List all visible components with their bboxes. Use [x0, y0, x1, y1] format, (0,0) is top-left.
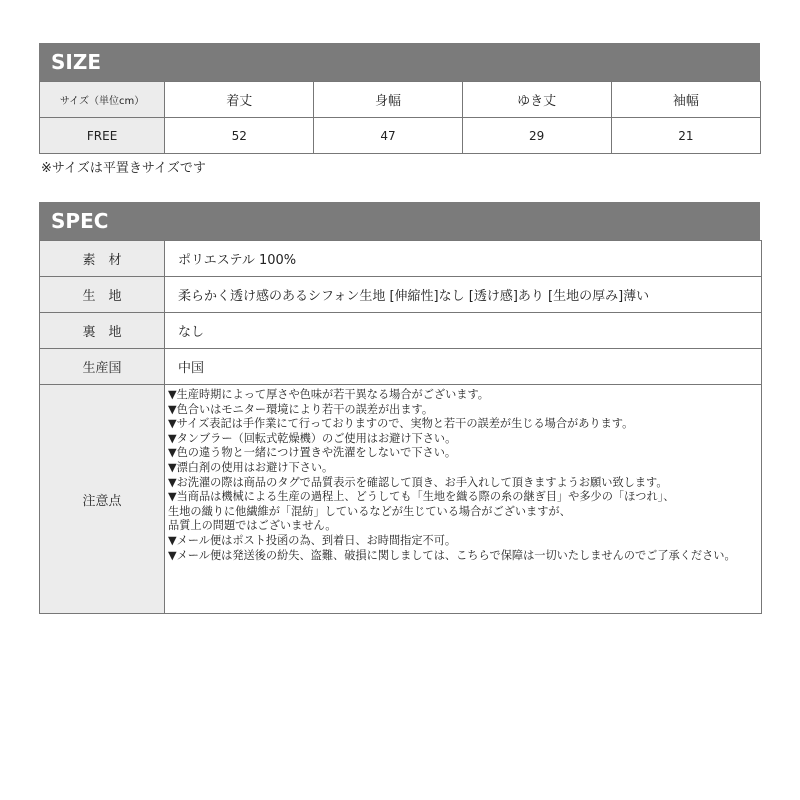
- size-header-row: [40, 82, 761, 118]
- care-note-line: ▼生産時期によって厚さや色味が若干異なる場合がございます。: [168, 388, 489, 401]
- spec-value-care: [165, 385, 762, 614]
- spec-value-lining: なし: [165, 313, 762, 349]
- care-note-line: ▼メール便は発送後の紛失、盗難、破損に関しましては、こちらで保障は一切いたしませんのでご了承ください。: [168, 548, 736, 562]
- care-note-line: ▼漂白剤の使用はお避け下さい。: [168, 460, 334, 474]
- size-section-header: SIZE: [39, 43, 760, 81]
- care-note-line: ▼タンブラー（回転式乾燥機）のご使用はお避け下さい。: [168, 431, 457, 445]
- spec-label-fabric: 生 地: [40, 277, 165, 313]
- size-note: ※サイズは平置きサイズです: [41, 161, 206, 176]
- care-note-line: ▼サイズ表記は手作業にて行っておりますので、実物と若干の誤差が生じる場合があります。: [168, 417, 634, 431]
- size-col-sleeve-length: ゆき丈: [462, 82, 611, 118]
- spec-label-care: 注意点: [40, 385, 165, 614]
- spec-section-header: SPEC: [39, 202, 760, 240]
- care-note-line: ▼色の違う物と一緒につけ置きや洗濯をしないで下さい。: [168, 446, 457, 460]
- spec-value-fabric: 柔らかく透け感のあるシフォン生地 [伸縮性]なし [透け感]あり [生地の厚み]薄い: [165, 277, 762, 313]
- spec-row-care: [40, 385, 762, 614]
- size-col-length: 着丈: [165, 82, 314, 118]
- care-note-line: ▼お洗濯の際は商品のタグで品質表示を確認して頂き、お手入れして頂きますようお願い致します。: [168, 475, 668, 489]
- spec-value-material: ポリエステル 100%: [165, 241, 762, 277]
- size-col-width: 身幅: [314, 82, 462, 118]
- spec-label-origin: 生産国: [40, 349, 165, 385]
- size-value-width: 47: [314, 118, 462, 154]
- spec-label-material: 素 材: [40, 241, 165, 277]
- spec-row-fabric: [40, 277, 762, 313]
- spec-row-material: [40, 241, 762, 277]
- care-note-line: ▼当商品は機械による生産の過程上、どうしても「生地を織る際の糸の継ぎ目」や多少の「ほつれ」、: [168, 490, 675, 504]
- care-note-line: 生地の織りに他繊維が「混紡」しているなどが生じている場合がございますが、: [168, 504, 571, 518]
- size-col-sleeve-width: 袖幅: [611, 82, 760, 118]
- care-note-line: ▼色合いはモニター環境により若干の誤差が出ます。: [168, 402, 434, 416]
- spec-label-lining: 裏 地: [40, 313, 165, 349]
- size-value-row: [40, 118, 761, 154]
- spec-row-lining: [40, 313, 762, 349]
- spec-table: [39, 240, 762, 614]
- care-note-line: 品質上の問題ではございません。: [168, 519, 337, 533]
- size-value-sleeve-length: 29: [462, 118, 611, 154]
- spec-value-origin: 中国: [165, 349, 762, 385]
- care-note-line: ▼メール便はポスト投函の為、到着日、お時間指定不可。: [168, 533, 457, 547]
- size-unit-label: サイズ（単位cm）: [40, 82, 165, 118]
- size-table: [39, 81, 761, 154]
- size-row-label: FREE: [40, 118, 165, 154]
- size-value-sleeve-width: 21: [611, 118, 760, 154]
- spec-row-origin: [40, 349, 762, 385]
- size-value-length: 52: [165, 118, 314, 154]
